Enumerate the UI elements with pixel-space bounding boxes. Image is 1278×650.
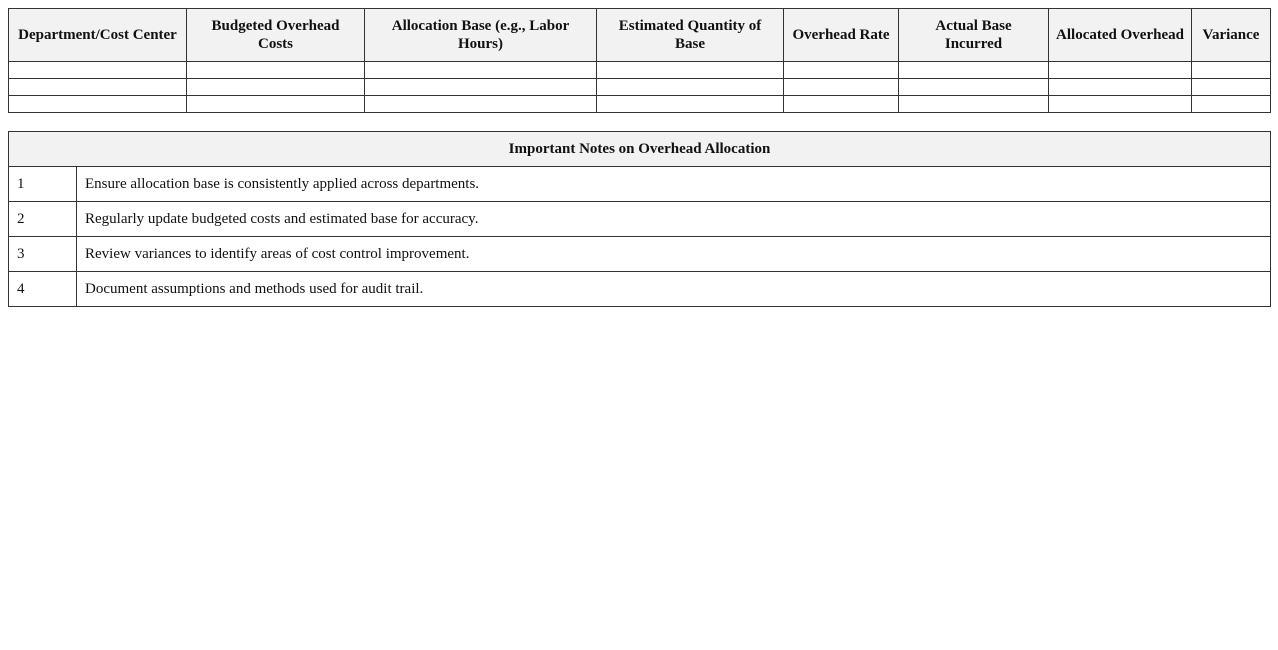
column-header-budgeted-overhead: Budgeted Overhead Costs [187, 9, 365, 62]
table-cell [187, 96, 365, 113]
table-cell [1192, 79, 1271, 96]
table-cell [899, 96, 1049, 113]
header-row [9, 9, 1271, 62]
table-cell [597, 96, 784, 113]
note-number: 4 [9, 272, 77, 307]
note-row [9, 167, 1271, 202]
column-header-estimated-quantity: Estimated Quantity of Base [597, 9, 784, 62]
column-header-allocation-base: Allocation Base (e.g., Labor Hours) [365, 9, 597, 62]
table-cell [784, 79, 899, 96]
table-cell [1192, 62, 1271, 79]
column-header-department: Department/Cost Center [9, 9, 187, 62]
note-row [9, 272, 1271, 307]
table-cell [1049, 79, 1192, 96]
table-cell [1049, 96, 1192, 113]
note-row [9, 202, 1271, 237]
note-row [9, 237, 1271, 272]
table-row [9, 79, 1271, 96]
table-cell [9, 79, 187, 96]
note-text: Regularly update budgeted costs and estimated base for accuracy. [77, 202, 1271, 237]
table-cell [597, 62, 784, 79]
column-header-actual-base: Actual Base Incurred [899, 9, 1049, 62]
note-text: Review variances to identify areas of cost control improvement. [77, 237, 1271, 272]
notes-table [8, 131, 1271, 307]
note-number: 3 [9, 237, 77, 272]
column-header-overhead-rate: Overhead Rate [784, 9, 899, 62]
table-cell [1192, 96, 1271, 113]
note-text: Ensure allocation base is consistently applied across departments. [77, 167, 1271, 202]
notes-header-row [9, 132, 1271, 167]
table-cell [9, 96, 187, 113]
note-number: 1 [9, 167, 77, 202]
column-header-allocated-overhead: Allocated Overhead [1049, 9, 1192, 62]
table-cell [365, 96, 597, 113]
notes-title: Important Notes on Overhead Allocation [9, 132, 1271, 167]
table-cell [365, 79, 597, 96]
table-cell [784, 62, 899, 79]
table-row [9, 96, 1271, 113]
table-cell [1049, 62, 1192, 79]
note-number: 2 [9, 202, 77, 237]
table-cell [365, 62, 597, 79]
table-cell [187, 79, 365, 96]
table-cell [899, 62, 1049, 79]
table-row [9, 62, 1271, 79]
note-text: Document assumptions and methods used for audit trail. [77, 272, 1271, 307]
table-cell [9, 62, 187, 79]
table-cell [597, 79, 784, 96]
column-header-variance: Variance [1192, 9, 1271, 62]
table-cell [784, 96, 899, 113]
overhead-allocation-table [8, 8, 1271, 113]
table-cell [187, 62, 365, 79]
table-cell [899, 79, 1049, 96]
